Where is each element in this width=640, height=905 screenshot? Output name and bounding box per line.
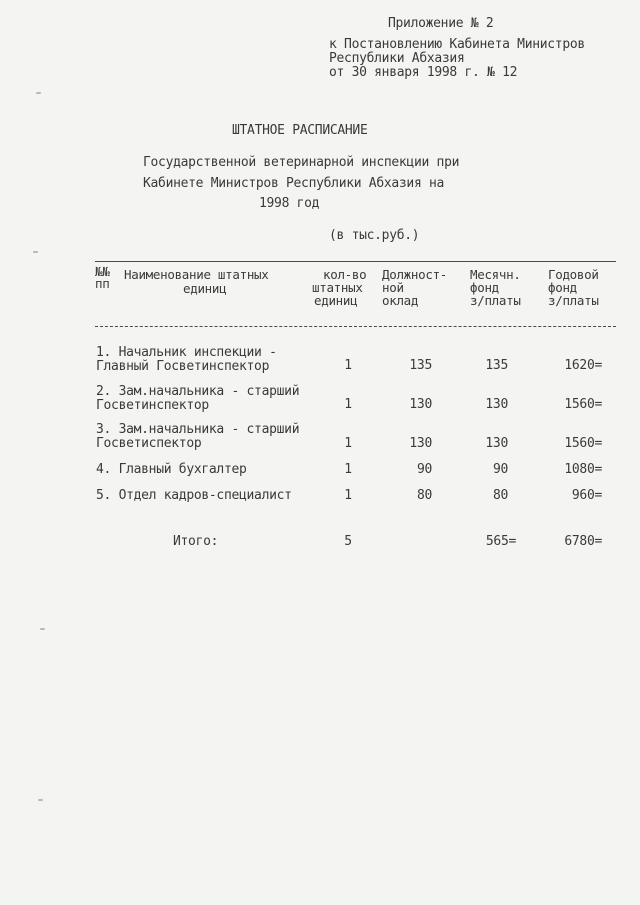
col-num-h1: №№ [95, 264, 110, 279]
table-header-rule [95, 326, 616, 327]
total-yearly: 6780= [564, 534, 602, 549]
row-yearly: 1080= [564, 462, 602, 477]
scan-speck [33, 251, 38, 253]
row-salary: 135 [409, 358, 432, 373]
row-count: 1 [344, 397, 352, 412]
row-count: 1 [344, 358, 352, 373]
col-salary-h3: оклад [382, 293, 419, 308]
row-yearly: 1620= [564, 358, 602, 373]
row-name-line: Госветиспектор [96, 436, 202, 451]
col-yearly-h3: з/платы [548, 293, 599, 308]
row-monthly: 80 [492, 488, 508, 503]
row-monthly: 90 [492, 462, 508, 477]
row-count: 1 [344, 488, 352, 503]
row-name-line: Главный Госветинспектор [96, 359, 270, 374]
scan-speck [38, 799, 43, 801]
table-top-rule [95, 261, 616, 262]
row-monthly: 135 [485, 358, 508, 373]
row-name-line: 4. Главный бухгалтер [96, 462, 247, 477]
col-count-h1: кол-во [323, 267, 367, 282]
row-name-line: 2. Зам.начальника - старший [96, 384, 300, 399]
document-title: ШТАТНОЕ РАСПИСАНИЕ [232, 123, 368, 138]
row-monthly: 130 [485, 397, 508, 412]
row-count: 1 [344, 436, 352, 451]
col-yearly-h2: фонд [548, 280, 577, 295]
appendix-line-4: от 30 января 1998 г. № 12 [329, 65, 518, 80]
row-salary: 130 [409, 397, 432, 412]
col-count-h2: штатных [312, 280, 363, 295]
total-monthly: 565= [485, 534, 516, 549]
col-monthly-h2: фонд [470, 280, 499, 295]
subtitle-line-3: 1998 год [259, 196, 320, 211]
scan-speck [40, 628, 45, 630]
row-salary: 130 [409, 436, 432, 451]
row-name-line: 5. Отдел кадров-специалист [96, 488, 292, 503]
subtitle-line-2: Кабинете Министров Республики Абхазия на [143, 176, 445, 191]
row-name-line: 1. Начальник инспекции - [96, 345, 277, 360]
appendix-line-2: к Постановлению Кабинета Министров [329, 37, 585, 52]
row-name-line: 3. Зам.начальника - старший [96, 422, 300, 437]
total-label: Итого: [173, 534, 219, 549]
appendix-line-1: Приложение № 2 [388, 16, 494, 31]
col-salary-h1: Должност- [382, 267, 448, 282]
row-monthly: 130 [485, 436, 508, 451]
row-yearly: 960= [571, 488, 602, 503]
col-count-h3: единиц [314, 293, 358, 308]
row-salary: 90 [416, 462, 432, 477]
col-num-h2: пп [95, 276, 110, 291]
col-monthly-h1: Месячн. [470, 267, 521, 282]
row-yearly: 1560= [564, 397, 602, 412]
subtitle-line-1: Государственной ветеринарной инспекции при [143, 155, 460, 170]
units-note: (в тыс.руб.) [329, 228, 420, 243]
row-name-line: Госветинспектор [96, 398, 209, 413]
col-monthly-h3: з/платы [470, 293, 521, 308]
col-name-h1: Наименование штатных [124, 267, 269, 282]
row-yearly: 1560= [564, 436, 602, 451]
col-salary-h2: ной [382, 280, 404, 295]
total-count: 5 [344, 534, 352, 549]
col-name-h2: единиц [183, 281, 227, 296]
row-salary: 80 [416, 488, 432, 503]
col-yearly-h1: Годовой [548, 267, 599, 282]
row-count: 1 [344, 462, 352, 477]
scan-speck [36, 92, 41, 94]
appendix-line-3: Республики Абхазия [329, 51, 465, 66]
